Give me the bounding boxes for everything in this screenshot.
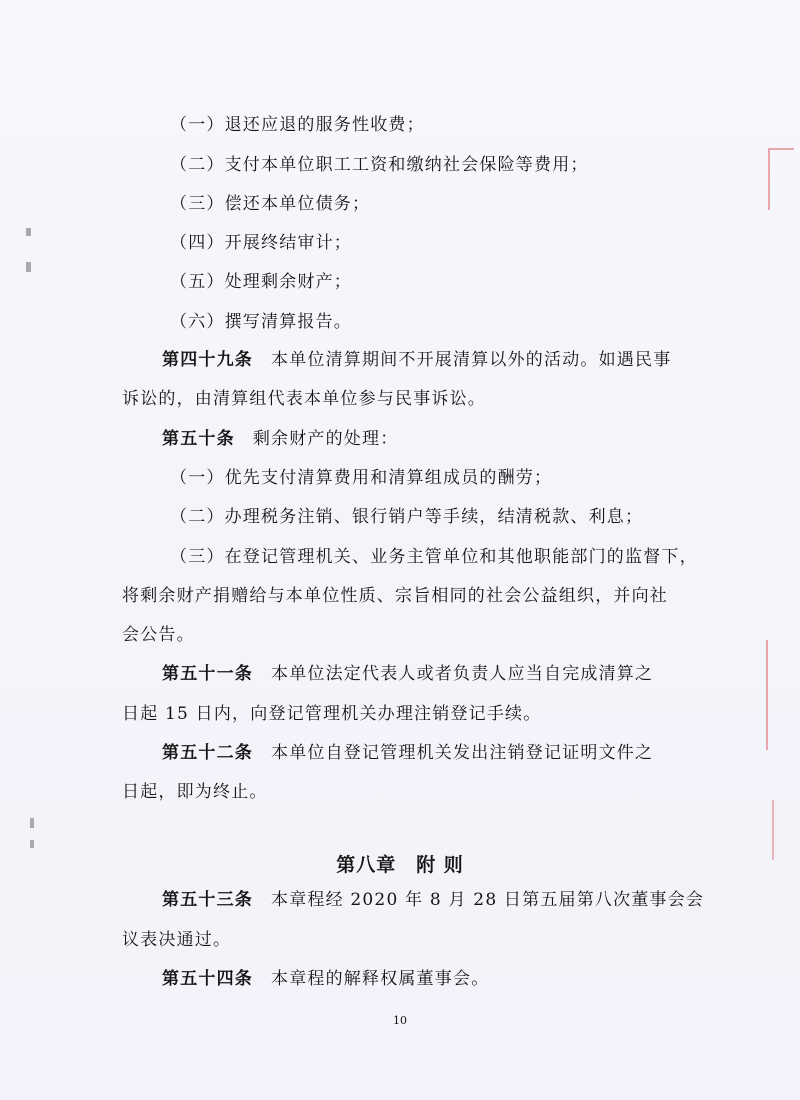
article-54 [162, 969, 489, 989]
article-51-cont: 日起 15 日内，向登记管理机关办理注销登记手续。 [122, 704, 542, 724]
seal-fragment-icon [768, 148, 794, 210]
article-title: 第五十一条 [162, 664, 253, 684]
article-52 [162, 743, 653, 763]
article-53-cont: 议表决通过。 [122, 930, 232, 950]
binding-mark-icon [26, 228, 31, 236]
seal-fragment-icon [766, 640, 794, 750]
article-49-cont: 诉讼的，由清算组代表本单位参与民事诉讼。 [122, 389, 486, 409]
article-title: 第五十四条 [162, 969, 253, 989]
list-item: （三）在登记管理机关、业务主管单位和其他职能部门的监督下， [170, 547, 698, 567]
article-52-cont: 日起，即为终止。 [122, 782, 268, 802]
article-text: 本章程经 2020 年 8 月 28 日第五届第八次董事会会 [271, 890, 705, 910]
article-text: 本章程的解释权属董事会。 [271, 969, 490, 989]
article-49 [162, 350, 671, 370]
article-51 [162, 664, 653, 684]
article-text: 本单位法定代表人或者负责人应当自完成清算之 [271, 664, 654, 684]
list-item: （二）支付本单位职工工资和缴纳社会保险等费用； [170, 155, 589, 175]
article-50 [162, 429, 398, 449]
binding-mark-icon [30, 840, 34, 848]
chapter-heading: 第八章 附 则 [336, 854, 464, 876]
article-text: 本单位清算期间不开展清算以外的活动。如遇民事 [271, 350, 672, 370]
article-title: 第四十九条 [162, 350, 253, 370]
binding-mark-icon [26, 262, 31, 272]
article-53 [162, 890, 704, 910]
list-item-cont: 将剩余财产捐赠给与本单位性质、宗旨相同的社会公益组织，并向社 [122, 586, 668, 606]
article-text: 本单位自登记管理机关发出注销登记证明文件之 [271, 743, 654, 763]
list-item: （六）撰写清算报告。 [170, 312, 352, 332]
list-item: （一）优先支付清算费用和清算组成员的酬劳； [170, 468, 553, 488]
list-item-cont: 会公告。 [122, 625, 195, 645]
list-item: （二）办理税务注销、银行销户等手续，结清税款、利息； [170, 507, 644, 527]
article-title: 第五十条 [162, 429, 235, 449]
binding-mark-icon [30, 818, 34, 828]
seal-fragment-icon [772, 800, 792, 860]
list-item: （一）退还应退的服务性收费； [170, 115, 425, 135]
list-item: （五）处理剩余财产； [170, 272, 352, 292]
article-title: 第五十三条 [162, 890, 253, 910]
page-number: 10 [393, 1014, 407, 1027]
list-item: （三）偿还本单位债务； [170, 194, 371, 214]
article-text: 剩余财产的处理： [252, 429, 399, 449]
list-item: （四）开展终结审计； [170, 233, 352, 253]
article-title: 第五十二条 [162, 743, 253, 763]
